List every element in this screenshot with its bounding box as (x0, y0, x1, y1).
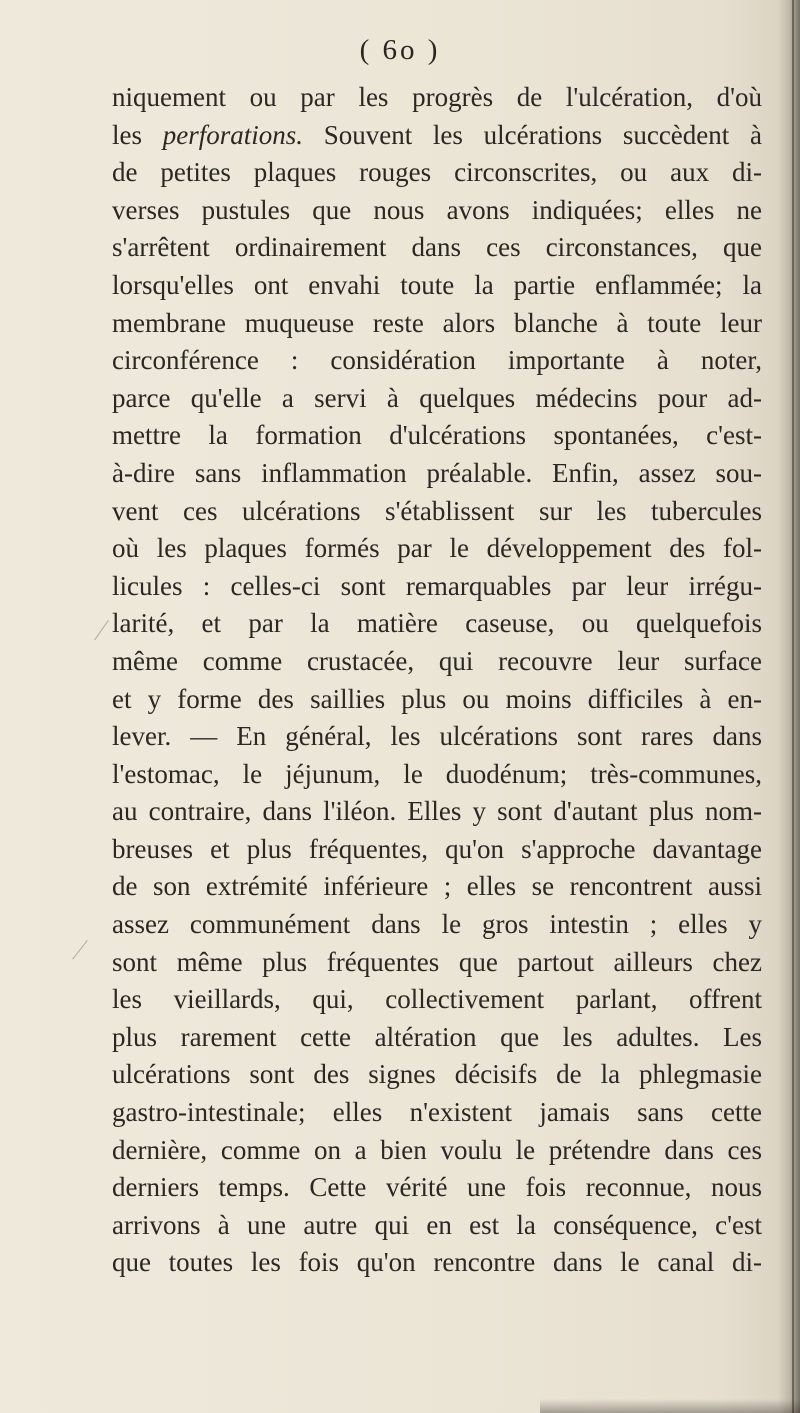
text-line: les perforations. Souvent les ulcérations succèdent à (112, 119, 762, 150)
text-line: breuses et plus fréquentes, qu'on s'approche davantage (112, 833, 762, 864)
stray-pen-mark (72, 940, 88, 960)
text-line: les vieillards, qui, collectivement parlant, offrent (112, 984, 762, 1015)
text-line: au contraire, dans l'iléon. Elles y sont d'autant plus nom- (112, 796, 762, 827)
text-line: lever. — En général, les ulcérations sont rares dans (112, 721, 762, 752)
text-line: de petites plaques rouges circonscrites, ou aux di- (112, 157, 762, 188)
text-line: s'arrêtent ordinairement dans ces circonstances, que (112, 232, 762, 263)
page-edge-shadow (778, 0, 800, 1413)
text-line: et y forme des saillies plus ou moins difficiles à en- (112, 683, 762, 714)
text-line: de son extrémité inférieure ; elles se rencontrent aussi (112, 871, 762, 902)
text-line: gastro-intestinale; elles n'existent jamais sans cette (112, 1097, 762, 1128)
body-text (112, 79, 762, 1282)
text-line: circonférence : considération importante à noter, (112, 345, 762, 376)
text-line: ulcérations sont des signes décisifs de la phlegmasie (112, 1059, 762, 1090)
text-line: assez communément dans le gros intestin ; elles y (112, 909, 762, 940)
text-line: verses pustules que nous avons indiquées; elles ne (112, 194, 762, 225)
text-line: licules : celles-ci sont remarquables par leur irrégu- (112, 570, 762, 601)
text-line: à-dire sans inflammation préalable. Enfin, assez sou- (112, 457, 762, 488)
text-line: membrane muqueuse reste alors blanche à toute leur (112, 307, 762, 338)
text-line: niquement ou par les progrès de l'ulcération, d'où (112, 82, 762, 112)
text-line: mettre la formation d'ulcérations spontanées, c'est- (112, 420, 762, 451)
text-line: que toutes les fois qu'on rencontre dans le canal di- (112, 1247, 762, 1278)
text-line: plus rarement cette altération que les adultes. Les (112, 1021, 762, 1052)
text-line: lorsqu'elles ont envahi toute la partie enflammée; la (112, 269, 762, 300)
italic-term: perforations. (162, 119, 303, 150)
text-line: même comme crustacée, qui recouvre leur surface (112, 645, 762, 676)
text-line: arrivons à une autre qui en est la conséquence, c'est (112, 1209, 762, 1240)
stray-pen-mark (94, 620, 109, 640)
page-corner-shadow (540, 1399, 800, 1413)
text-line: où les plaques formés par le développement des fol- (112, 533, 762, 564)
text-line: larité, et par la matière caseuse, ou quelquefois (112, 608, 762, 639)
binding-edge (792, 0, 794, 1413)
text-line: sont même plus fréquentes que partout ailleurs chez (112, 946, 762, 977)
text-line: derniers temps. Cette vérité une fois reconnue, nous (112, 1172, 762, 1203)
text-line: dernière, comme on a bien voulu le prétendre dans ces (112, 1134, 762, 1165)
text-line: parce qu'elle a servi à quelques médecins pour ad- (112, 382, 762, 413)
page-number: ( 6o ) (359, 34, 441, 66)
text-line: l'estomac, le jéjunum, le duodénum; très-communes, (112, 758, 762, 789)
text-line: vent ces ulcérations s'établissent sur les tubercules (112, 495, 762, 526)
